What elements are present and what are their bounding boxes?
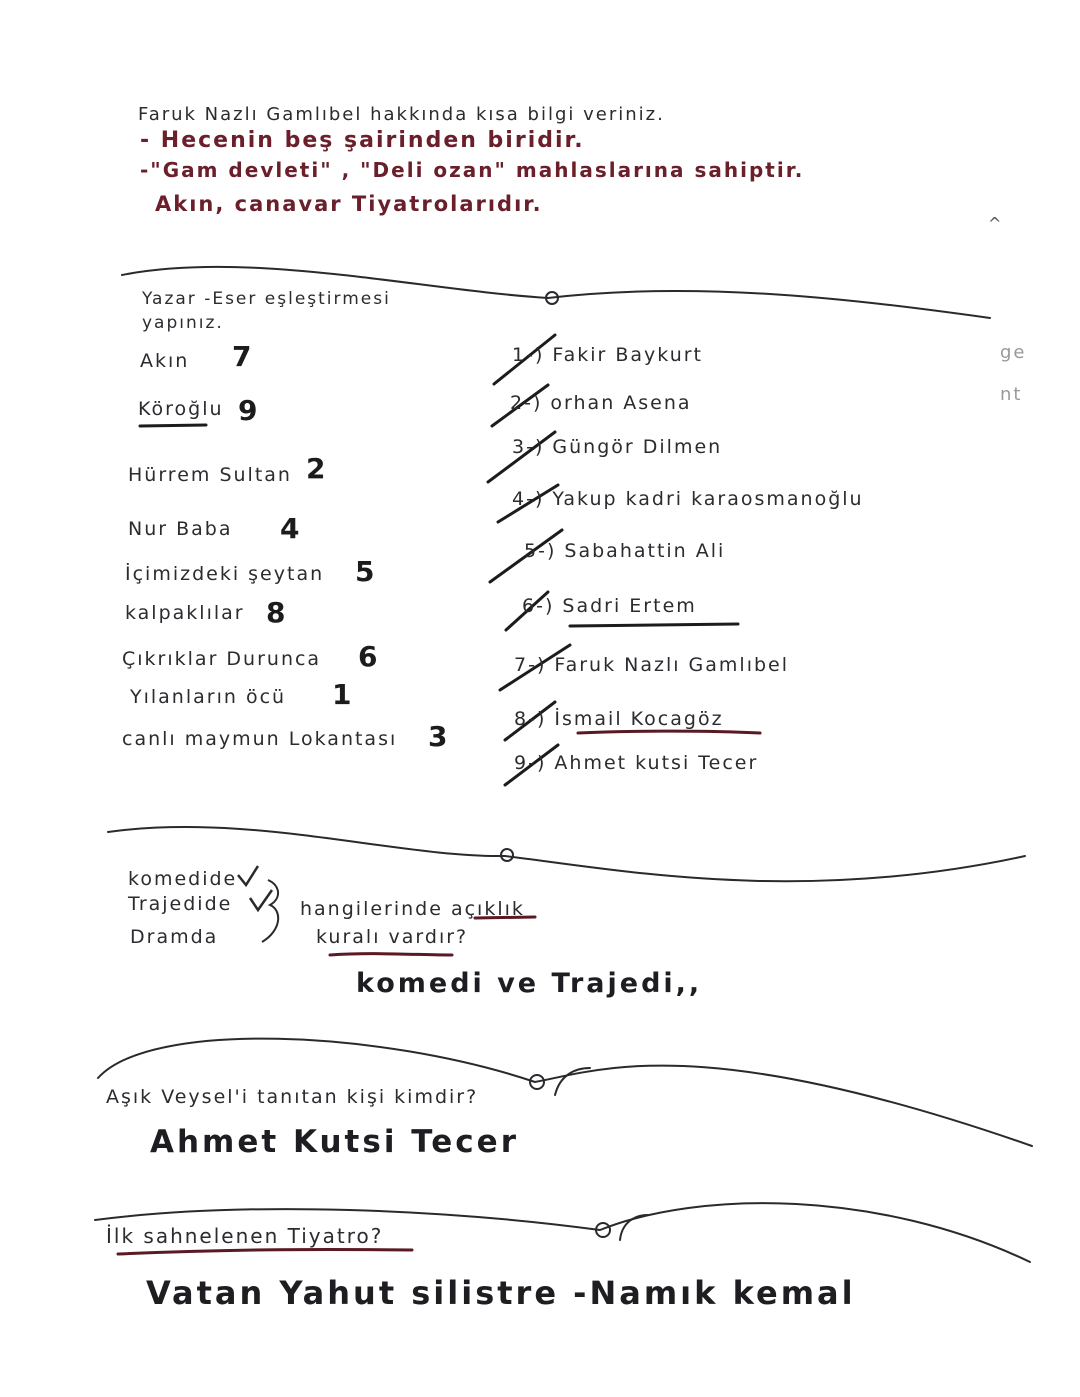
section1-answer-3: Akın, canavar Tiyatrolarıdır. — [155, 192, 543, 216]
section4-answer: Ahmet Kutsi Tecer — [150, 1124, 519, 1160]
section5-answer: Vatan Yahut silistre -Namık kemal — [146, 1274, 856, 1312]
check-mark-2 — [250, 890, 272, 910]
divider-4-curl — [620, 1215, 648, 1240]
work-title: Çıkrıklar Durunca — [122, 648, 322, 670]
margin-mark: ge — [1000, 342, 1027, 363]
work-title: İçimizdeki şeytan — [125, 563, 325, 585]
author-name: Fakir Baykurt — [552, 344, 704, 366]
section2-question-line2: yapınız. — [142, 313, 224, 333]
work-answer: 5 — [355, 555, 377, 588]
author-item — [512, 488, 864, 510]
author-number: 9-) — [514, 752, 547, 774]
underline-ilk-sahnelenen — [118, 1249, 412, 1254]
work-title: Hürrem Sultan — [128, 464, 292, 486]
underline-koroglu — [140, 425, 206, 426]
section5-question: İlk sahnelenen Tiyatro? — [106, 1224, 384, 1248]
section3-answer: komedi ve Trajedi,, — [356, 968, 703, 999]
brace — [262, 880, 278, 942]
author-name: orhan Asena — [550, 392, 692, 414]
work-answer: 1 — [332, 678, 354, 711]
divider-2-knot — [501, 849, 513, 861]
author-item — [514, 654, 789, 676]
author-name: Sabahattin Ali — [564, 540, 726, 562]
section3-question-line1: hangilerinde açıklık — [300, 898, 525, 920]
author-number: 3-) — [512, 436, 545, 458]
divider-2 — [108, 827, 1025, 881]
underline-kurali-vardir — [330, 954, 452, 955]
work-answer: 2 — [306, 452, 328, 485]
work-title: Köroğlu — [138, 398, 224, 420]
section1-answer-2: -"Gam devleti" , "Deli ozan" mahlaslarına sahiptir. — [140, 158, 805, 182]
section1-answer-1: - Hecenin beş şairinden biridir. — [140, 128, 585, 153]
author-name: Sadri Ertem — [562, 595, 697, 617]
author-item — [524, 540, 725, 562]
underline-sadri-ertem — [570, 624, 738, 626]
author-number: 7-) — [514, 654, 547, 676]
work-title: Yılanların öcü — [130, 686, 287, 708]
author-number: 5-) — [524, 540, 557, 562]
work-title: canlı maymun Lokantası — [122, 728, 398, 750]
author-name: Faruk Nazlı Gamlıbel — [554, 654, 790, 676]
work-title: kalpaklılar — [125, 602, 245, 624]
work-answer: 8 — [266, 596, 288, 629]
work-answer: 9 — [238, 394, 260, 427]
author-number: 4-) — [512, 488, 545, 510]
option-comedy: komedide — [128, 868, 238, 890]
section3-question-line2: kuralı vardır? — [316, 926, 469, 948]
author-number: 1-) — [512, 344, 545, 366]
option-drama: Dramda — [130, 926, 219, 948]
section4-question: Aşık Veysel'i tanıtan kişi kimdir? — [106, 1086, 479, 1108]
section1-question: Faruk Nazlı Gamlıbel hakkında kısa bilgi veriniz. — [138, 104, 665, 125]
work-answer: 3 — [428, 720, 450, 753]
work-title: Nur Baba — [128, 518, 233, 540]
author-name: Güngör Dilmen — [552, 436, 723, 458]
work-answer: 4 — [280, 512, 302, 545]
option-tragedy: Trajedide — [128, 893, 233, 915]
margin-caret: ^ — [988, 214, 1004, 233]
author-name: Ahmet kutsi Tecer — [554, 752, 759, 774]
author-item — [512, 436, 722, 458]
author-number: 2-) — [510, 392, 543, 414]
author-item — [512, 344, 703, 366]
author-number: 6-) — [522, 595, 555, 617]
author-number: 8-) — [514, 708, 547, 730]
work-title: Akın — [140, 350, 190, 372]
author-name: İsmail Kocagöz — [554, 708, 724, 730]
author-item — [510, 392, 692, 414]
author-item — [522, 595, 697, 617]
work-answer: 6 — [358, 640, 380, 673]
work-answer: 7 — [232, 340, 254, 373]
author-name: Yakup kadri karaosmanoğlu — [552, 488, 864, 510]
author-item — [514, 708, 724, 730]
author-item — [514, 752, 758, 774]
check-mark-1 — [238, 866, 258, 885]
section2-question-line1: Yazar -Eser eşleştirmesi — [142, 289, 391, 309]
underline-ismail-kocagoz — [578, 731, 760, 733]
margin-mark: nt — [1000, 384, 1023, 405]
